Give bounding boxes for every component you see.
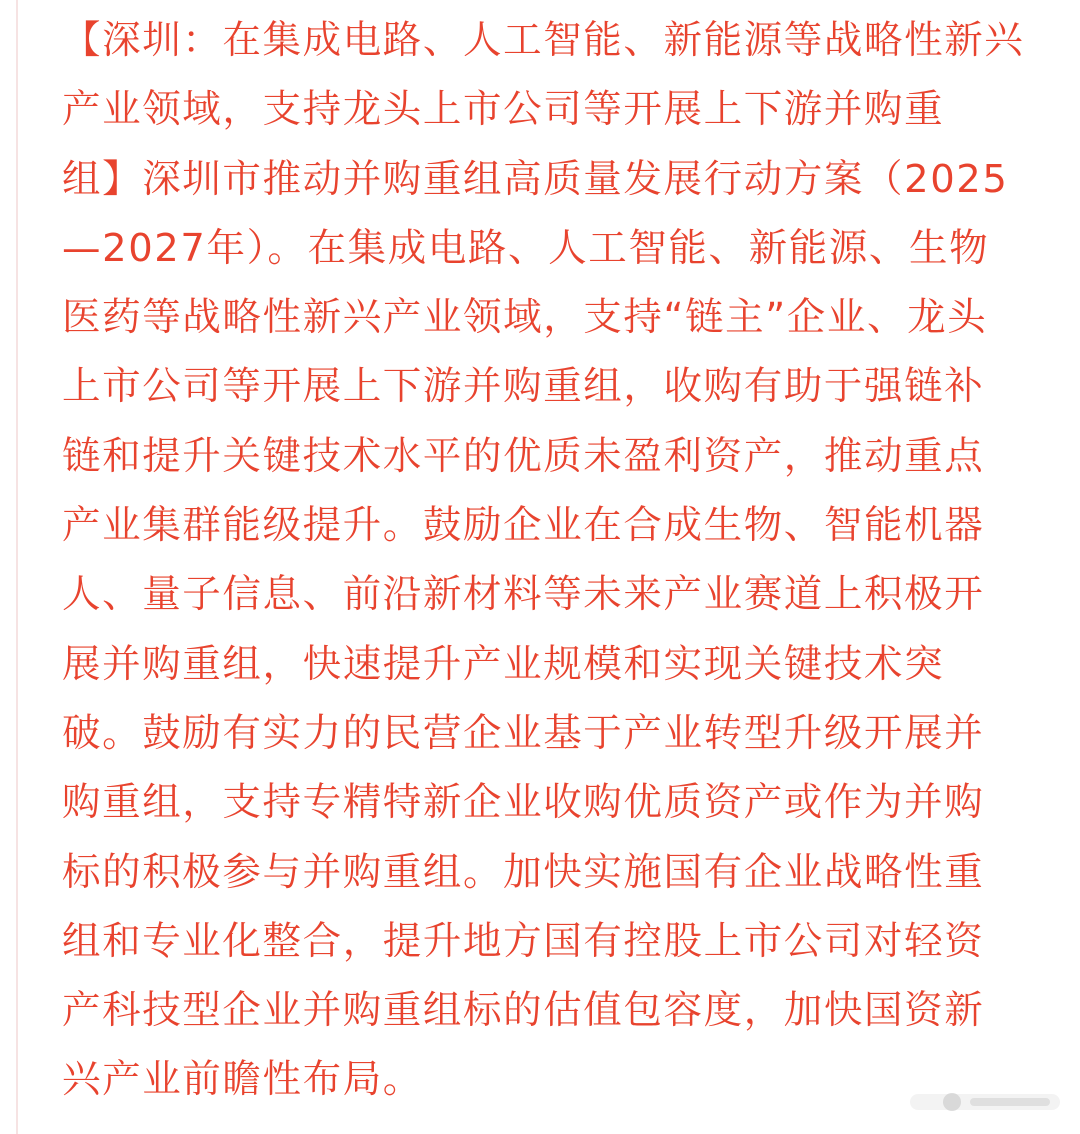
text-line-14: 组和专业化整合，提升地方国有控股上市公司对轻资 — [62, 918, 985, 964]
text-line-6: 上市公司等开展上下游并购重组，收购有助于强链补 — [62, 364, 985, 410]
text-line-7: 链和提升关键技术水平的优质未盈利资产，推动重点 — [62, 433, 985, 479]
article-body — [62, 6, 1057, 1115]
text-line-9: 人、量子信息、前沿新材料等未来产业赛道上积极开 — [62, 572, 985, 618]
watermark-mark — [910, 1090, 1060, 1114]
text-line-12: 购重组，支持专精特新企业收购优质资产或作为并购 — [62, 780, 985, 826]
text-line-3: 组】深圳市推动并购重组高质量发展行动方案（2025 — [62, 156, 1009, 202]
text-line-13: 标的积极参与并购重组。加快实施国有企业战略性重 — [62, 849, 985, 895]
text-line-11: 破。鼓励有实力的民营企业基于产业转型升级开展并 — [62, 710, 985, 756]
text-line-4: —2027年）。在集成电路、人工智能、新能源、生物 — [62, 225, 990, 271]
text-line-5: 医药等战略性新兴产业领域，支持“链主”企业、龙头 — [62, 295, 988, 341]
text-line-15: 产科技型企业并购重组标的估值包容度，加快国资新 — [62, 988, 985, 1034]
text-line-8: 产业集群能级提升。鼓励企业在合成生物、智能机器 — [62, 503, 985, 549]
text-line-16: 兴产业前瞻性布局。 — [62, 1057, 423, 1103]
text-line-10: 展并购重组，快速提升产业规模和实现关键技术突 — [62, 641, 945, 687]
text-line-2: 产业领域，支持龙头上市公司等开展上下游并购重 — [62, 87, 945, 133]
text-line-1: 【深圳：在集成电路、人工智能、新能源等战略性新兴 — [62, 18, 1025, 63]
left-border-rule — [16, 0, 18, 1134]
